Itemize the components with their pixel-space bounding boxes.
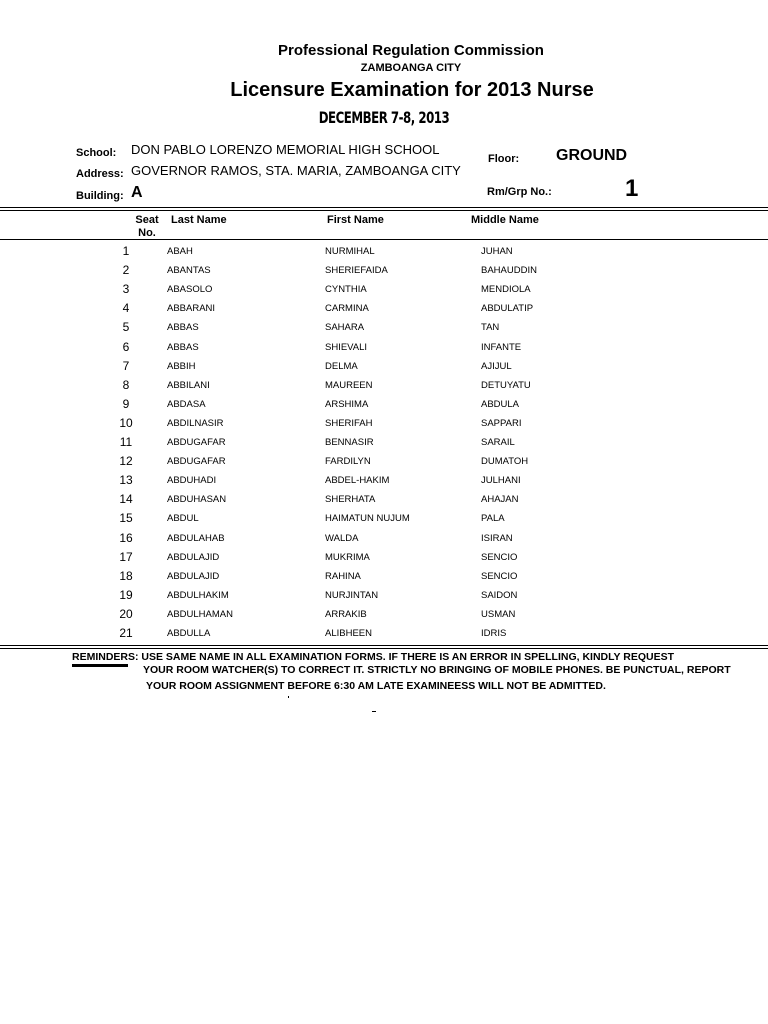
first-name: SHERIEFAIDA [325,265,388,277]
table-header-divider [0,239,768,240]
table-bottom-divider [0,645,768,646]
last-name: ABDULLA [167,628,211,639]
middle-name: IDRIS [481,628,507,639]
first-name: MAUREEN [325,379,373,391]
seat-number: 18 [119,568,133,583]
exam-date: DECEMBER 7-8, 2013 [318,108,450,127]
middle-name: DETUYATU [481,379,531,391]
seat-number: 6 [122,339,130,354]
first-name: SHIEVALI [325,341,368,353]
last-name: ABDUHADI [167,475,217,487]
middle-name: PALA [481,513,505,525]
col-header-last-name: Last Name [171,214,227,226]
table-row [0,243,768,262]
middle-name: AJIJUL [481,360,512,372]
table-row [0,358,768,377]
header-divider-top-second [0,210,768,211]
first-name: CARMINA [325,303,369,315]
middle-name: JULHANI [481,475,521,487]
middle-name: ISIRAN [481,532,513,544]
table-row [0,606,768,625]
seat-number: 8 [122,377,130,392]
seat-number: 1 [122,244,130,258]
seat-number: 2 [122,263,130,278]
seat-number: 9 [122,396,130,411]
floor-label: Floor: [488,153,520,165]
first-name: BENNASIR [325,437,374,448]
table-row [0,625,768,644]
table-row [0,434,768,453]
middle-name: ABDULATIP [481,303,534,315]
reminders-underline [72,664,128,667]
last-name: ABDASA [167,398,206,410]
seat-number: 21 [119,626,133,640]
first-name: SAHARA [325,322,365,334]
table-row [0,568,768,587]
last-name: ABBAS [167,341,199,353]
table-row [0,510,768,529]
last-name: ABDUGAFAR [167,437,226,448]
last-name: ABAH [167,246,193,257]
organization-title: Professional Regulation Commission [278,42,544,59]
first-name: CYNTHIA [325,284,367,296]
table-row [0,491,768,510]
stray-mark-dot [288,696,289,698]
middle-name: SAIDON [481,589,518,601]
table-row [0,319,768,338]
floor-value: GROUND [556,147,628,164]
stray-mark-dash [372,711,376,712]
first-name: ALIBHEEN [325,628,372,639]
building-label: Building: [76,190,124,202]
first-name: RAHINA [325,570,361,582]
middle-name: MENDIOLA [481,284,531,296]
seat-number: 4 [122,301,130,316]
first-name: ARRAKIB [325,608,367,620]
address-value: GOVERNOR RAMOS, STA. MARIA, ZAMBOANGA CITY [131,163,461,178]
seat-number: 13 [119,473,133,488]
seat-number: 12 [119,454,133,469]
middle-name: JUHAN [481,246,513,257]
city-subtitle: ZAMBOANGA CITY [360,62,462,74]
room-label: Rm/Grp No.: [487,186,552,198]
middle-name: SENCIO [481,551,518,563]
first-name: SHERHATA [325,494,376,506]
first-name: HAIMATUN NUJUM [325,513,410,525]
seat-number: 11 [119,435,133,449]
last-name: ABDULAJID [167,570,220,582]
seat-number: 19 [119,587,133,602]
first-name: DELMA [325,360,358,372]
first-name: NURJINTAN [325,589,379,601]
table-row [0,587,768,606]
room-value: 1 [625,175,639,202]
exam-title: Licensure Examination for 2013 Nurse [230,79,594,101]
last-name: ABDULHAMAN [167,608,233,620]
col-header-seat-no: No. [138,227,156,239]
middle-name: SENCIO [481,570,518,582]
seat-number: 14 [119,492,133,507]
last-name: ABANTAS [167,265,211,277]
last-name: ABBILANI [167,379,210,391]
col-header-first-name: First Name [327,214,384,226]
table-row [0,262,768,281]
reminders-line-2: YOUR ROOM WATCHER(S) TO CORRECT IT. STRICTLY NO BRINGING OF MOBILE PHONES. BE PUNCTUAL, REPORT [143,664,731,676]
first-name: ABDEL-HAKIM [325,475,390,487]
table-row [0,281,768,300]
table-row [0,530,768,549]
table-row [0,300,768,319]
seat-number: 16 [119,530,133,545]
last-name: ABDULAJID [167,551,220,563]
table-row [0,339,768,358]
seat-number: 3 [122,282,130,297]
table-row [0,549,768,568]
last-name: ABDUL [167,513,199,525]
last-name: ABDULAHAB [167,532,225,544]
middle-name: SAPPARI [481,417,522,429]
seat-number: 20 [119,606,133,621]
middle-name: SARAIL [481,437,515,448]
reminders-line-1: REMINDERS: USE SAME NAME IN ALL EXAMINATION FORMS. IF THERE IS AN ERROR IN SPELLING, KINDLY REQUEST [72,651,675,663]
header-divider-top [0,207,768,208]
middle-name: DUMATOH [481,456,529,468]
building-value: A [131,184,143,201]
first-name: SHERIFAH [325,417,373,429]
school-label: School: [76,147,117,159]
table-row [0,472,768,491]
table-bottom-divider-second [0,648,768,649]
col-header-middle-name: Middle Name [471,214,539,226]
first-name: ARSHIMA [325,398,369,410]
seat-number: 15 [119,511,133,526]
address-label: Address: [76,168,124,180]
first-name: MUKRIMA [325,551,370,563]
last-name: ABDUHASAN [167,494,227,506]
last-name: ABBIH [167,360,196,372]
table-row [0,453,768,472]
middle-name: INFANTE [481,341,522,353]
middle-name: AHAJAN [481,494,519,506]
first-name: WALDA [325,532,359,544]
table-row [0,377,768,396]
school-value: DON PABLO LORENZO MEMORIAL HIGH SCHOOL [131,142,440,157]
middle-name: USMAN [481,608,516,620]
col-header-seat: Seat [135,214,159,226]
last-name: ABDILNASIR [167,417,224,429]
first-name: NURMIHAL [325,246,375,257]
first-name: FARDILYN [325,456,371,468]
last-name: ABDULHAKIM [167,589,229,601]
seat-number: 5 [122,320,130,335]
table-row [0,396,768,415]
middle-name: TAN [481,322,500,334]
seat-number: 7 [122,358,130,373]
reminders-line-3: YOUR ROOM ASSIGNMENT BEFORE 6:30 AM LATE EXAMINEESS WILL NOT BE ADMITTED. [146,680,606,692]
middle-name: BAHAUDDIN [481,265,537,277]
seat-number: 10 [119,415,133,430]
last-name: ABDUGAFAR [167,456,226,468]
last-name: ABBAS [167,322,199,334]
middle-name: ABDULA [481,398,520,410]
last-name: ABBARANI [167,303,216,315]
last-name: ABASOLO [167,284,213,296]
table-row [0,415,768,434]
seat-number: 17 [119,549,133,564]
